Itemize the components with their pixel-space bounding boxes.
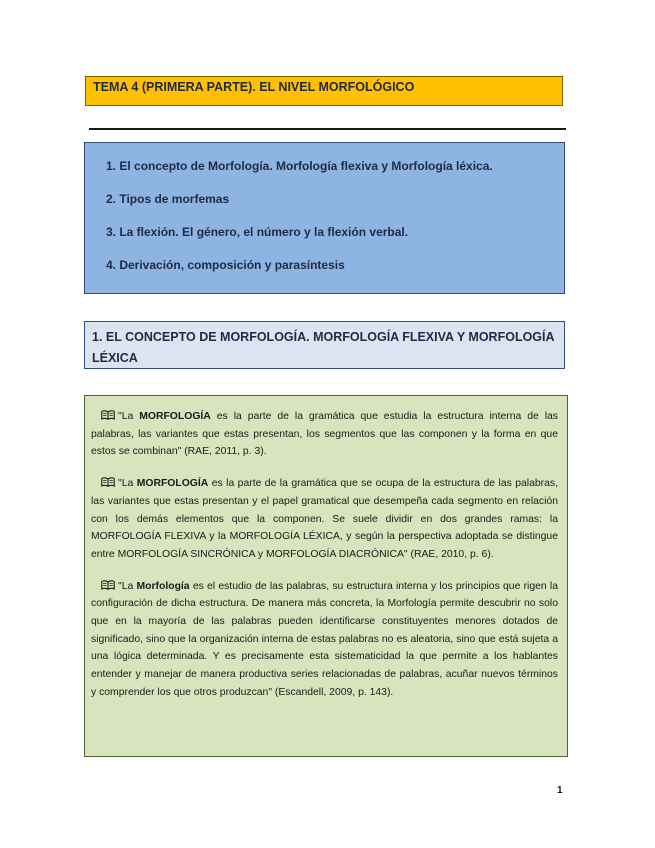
open-book-icon <box>101 580 115 590</box>
defined-term: MORFOLOGÍA <box>136 478 209 490</box>
toc-item: 1. El concepto de Morfología. Morfología flexiva y Morfología léxica. <box>106 159 493 173</box>
definition-quote: "La Morfología es el estudio de las palabras, su estructura interna y los principios que rigen la configuración de dicha estructura. De manera más concreta, la Morfología permite descubrir no solo que en la mayoría de las palabras pueden identificarse constituyentes menores dotados de significado, sino que la organización interna de estas palabras no es aleatoria, sino que está sujeta a una lógica determinada. Y es precisamente esta sistematicidad la que permite a los hablantes entender y manejar de manera productiva series relacionadas de palabras, acuñar nuevos términos y comprender los que otros produzcan" (Escandell, 2009, p. 143). <box>91 580 558 698</box>
toc-item: 3. La flexión. El género, el número y la flexión verbal. <box>106 225 409 239</box>
defined-term: Morfología <box>136 580 190 592</box>
defined-term: MORFOLOGÍA <box>139 411 211 422</box>
divider <box>89 128 566 130</box>
definitions-box <box>84 395 568 757</box>
definition-quote: "La MORFOLOGÍA es la parte de la gramática que estudia la estructura interna de las palabras, las variantes que estas presentan, los segmentos que las componen y la forma en que estos se combinan" (RAE, 2011, p. 3). <box>91 411 559 458</box>
toc-item: 4. Derivación, composición y parasíntesis <box>106 258 345 272</box>
section-heading: 1. EL CONCEPTO DE MORFOLOGÍA. MORFOLOGÍA FLEXIVA Y MORFOLOGÍA LÉXICA <box>84 321 565 369</box>
page-number: 1 <box>557 785 563 796</box>
open-book-icon <box>101 410 115 420</box>
document-title: TEMA 4 (PRIMERA PARTE). EL NIVEL MORFOLÓGICO <box>85 76 563 106</box>
table-of-contents <box>84 142 565 294</box>
open-book-icon <box>101 477 115 487</box>
definition-quote: "La MORFOLOGÍA es la parte de la gramática que se ocupa de la estructura de las palabras, las variantes que estas presentan y el papel gramatical que desempeña cada segmento en relación con los demás elementos que la componen. Se suele dividir en dos grandes ramas: la MORFOLOGÍA FLEXIVA y la MORFOLOGÍA LÉXICA, y según la perspectiva adoptada se distingue entre MORFOLOGÍA SINCRÓNICA y MORFOLOGÍA DIACRÓNICA" (RAE, 2010, p. 6). <box>91 478 558 560</box>
toc-item: 2. Tipos de morfemas <box>106 192 230 206</box>
